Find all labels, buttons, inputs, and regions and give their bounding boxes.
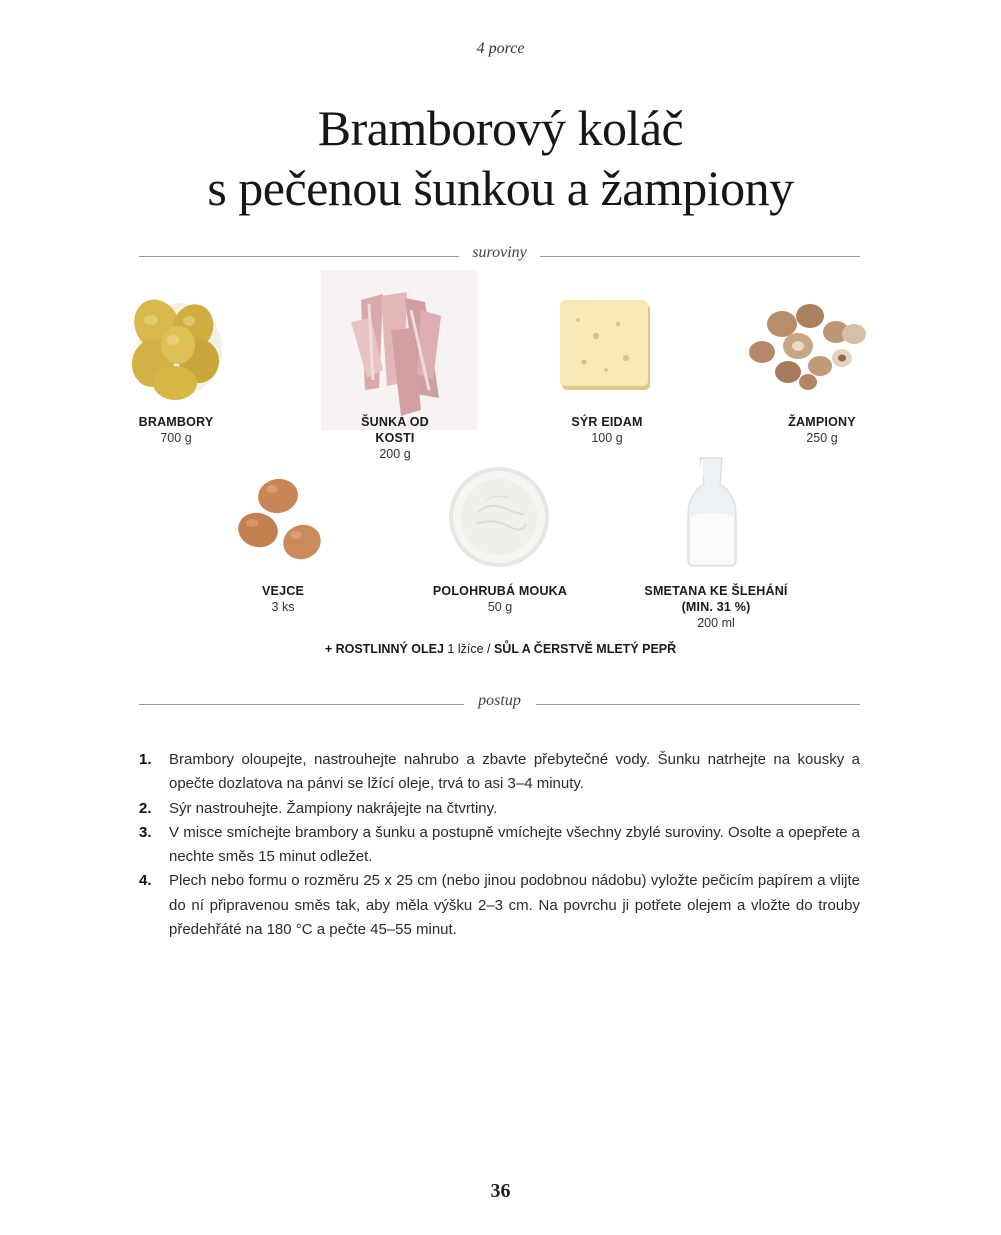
ingredient-name: ŠUNKA OD — [361, 415, 429, 429]
ingredient-name: ŽAMPIONY — [788, 415, 856, 429]
method-step — [139, 797, 860, 821]
ingredient-cream — [631, 583, 801, 631]
extra-oil-name: + ROSTLINNÝ OLEJ — [324, 642, 444, 656]
ingredients-heading: suroviny — [460, 244, 539, 261]
step-number: 1. — [139, 751, 152, 768]
ingredient-qty: 250 g — [806, 431, 838, 445]
ingredient-mushrooms — [752, 414, 892, 446]
extra-ingredients — [0, 642, 1001, 656]
ingredient-name-line-2: KOSTI — [375, 431, 415, 445]
ingredient-ham — [325, 414, 465, 462]
ingredient-qty: 200 ml — [697, 616, 735, 630]
extra-oil-qty: 1 lžíce / — [443, 642, 494, 656]
step-text: Sýr nastrouhejte. Žampiony nakrájejte na čtvrtiny. — [169, 799, 498, 817]
method-heading: postup — [466, 692, 533, 709]
ingredient-qty: 100 g — [591, 431, 623, 445]
step-text: Brambory oloupejte, nastrouhejte nahrubo a zbavte přebytečné vody. Šunku natrhejte na kousky a opečte dozlatova na pánvi se lžící oleje, trvá to asi 3–4 minuty. — [169, 751, 860, 793]
method-divider — [139, 692, 860, 716]
ingredient-potatoes — [106, 414, 246, 446]
ingredient-name: POLOHRUBÁ MOUKA — [432, 584, 568, 598]
ingredient-qty: 700 g — [160, 431, 192, 445]
ingredient-name: VEJCE — [262, 584, 304, 598]
recipe-title-line-2: s pečenou šunkou a žampiony — [207, 160, 794, 216]
ingredient-name-line-2: (MIN. 31 %) — [681, 600, 751, 614]
ingredient-name: SÝR EIDAM — [571, 415, 643, 429]
eggs-image — [226, 472, 336, 572]
step-number: 2. — [139, 799, 152, 817]
step-text: V misce smíchejte brambory a šunku a postupně vmíchejte všechny zbylé suroviny. Osolte a opepřete a nechte směs 15 minut odležet. — [169, 823, 860, 866]
ingredient-cheese — [537, 414, 677, 446]
ham-image — [321, 270, 477, 430]
page-number: 36 — [490, 1180, 511, 1202]
ingredient-eggs — [213, 583, 353, 615]
method-step — [139, 869, 860, 942]
cheese-image — [556, 296, 656, 396]
step-number: 3. — [139, 823, 152, 841]
ingredient-name: SMETANA KE ŠLEHÁNÍ — [644, 584, 788, 598]
potatoes-image — [123, 285, 233, 405]
ingredient-flour — [420, 583, 580, 615]
portions-label: 4 porce — [476, 40, 525, 57]
flour-image — [446, 464, 552, 570]
step-text: Plech nebo formu o rozměru 25 x 25 cm (nebo jinou podobnou nádobu) vyložte pečicím papírem a vlijte do ní připravenou směs tak, aby měla výšku 2–3 cm. Na povrchu ji potřete olejem a vložte do trouby předehřáté na 180 °C a pečte 45–55 minut. — [169, 872, 860, 939]
ingredient-qty: 50 g — [487, 600, 513, 614]
recipe-title — [0, 98, 1001, 218]
ingredient-name: BRAMBORY — [138, 415, 214, 429]
ingredient-qty: 3 ks — [271, 600, 295, 614]
cream-carafe-image — [682, 456, 742, 568]
extra-salt-pepper: SŮL A ČERSTVĚ MLETÝ PEPŘ — [493, 642, 677, 656]
ingredient-qty: 200 g — [379, 447, 411, 461]
method-step — [139, 748, 860, 797]
step-number: 4. — [139, 872, 152, 890]
recipe-title-line-1: Bramborový koláč — [317, 100, 684, 156]
method-step — [139, 821, 860, 870]
method-steps — [139, 748, 860, 942]
mushrooms-image — [742, 294, 872, 394]
ingredients-divider — [139, 244, 860, 268]
